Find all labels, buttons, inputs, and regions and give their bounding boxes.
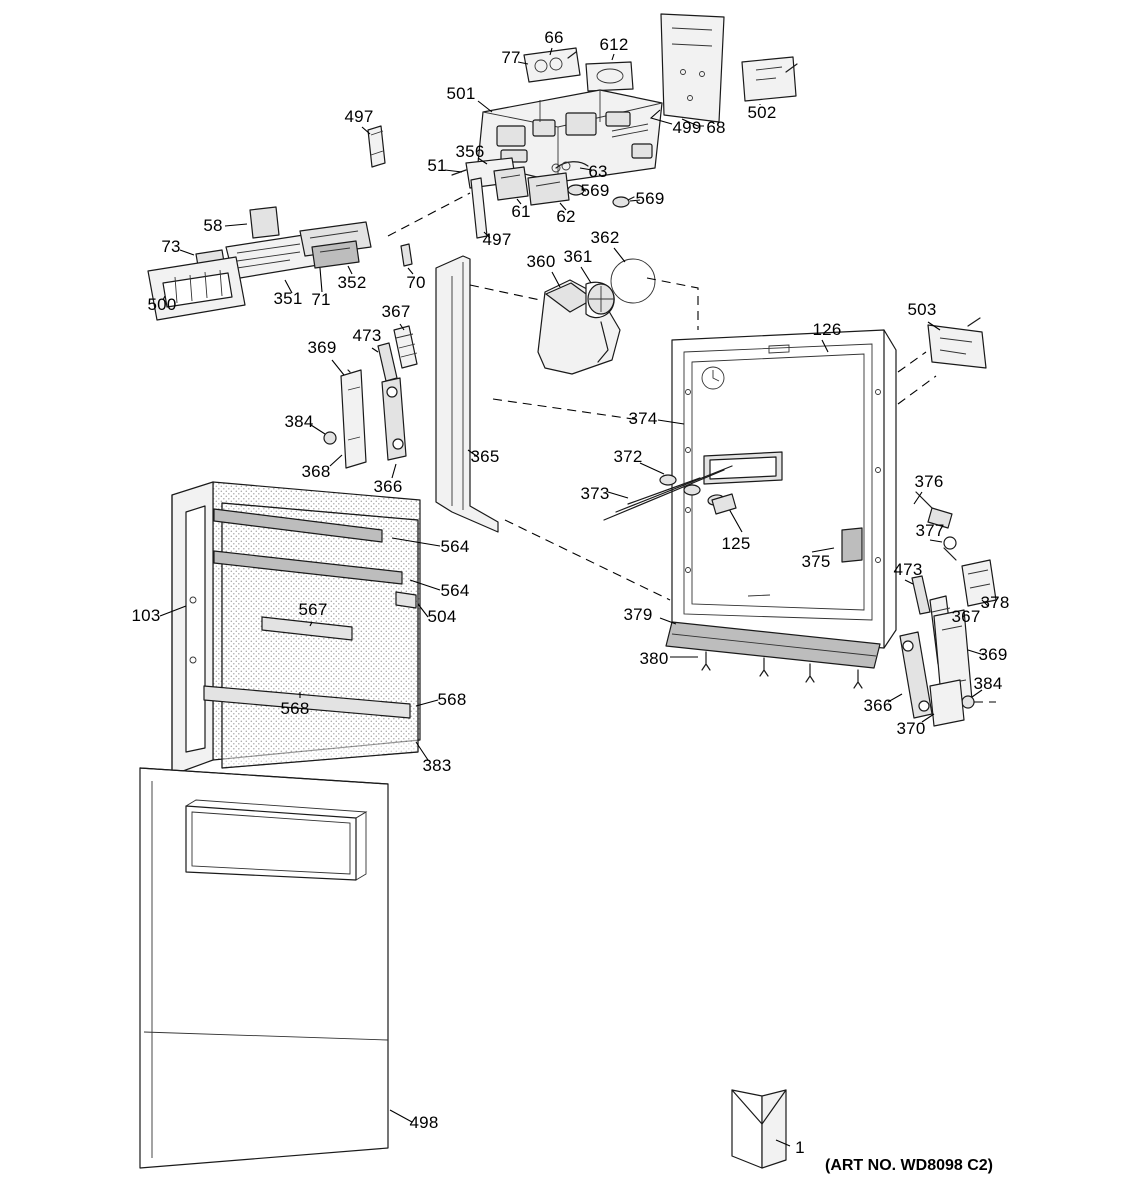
callout-61: 61 [511, 202, 531, 221]
callout-378: 378 [980, 593, 1010, 612]
leader-dash-2 [470, 285, 540, 300]
callout-379: 379 [623, 605, 653, 624]
callout-125: 125 [721, 534, 751, 553]
callout-502: 502 [747, 103, 777, 122]
part-366-link-right [888, 632, 932, 718]
callout-567: 567 [298, 600, 328, 619]
part-365-trim [436, 256, 498, 532]
callout-366-b: 366 [863, 696, 893, 715]
callout-384-a: 384 [284, 412, 314, 431]
part-70-pin [401, 244, 413, 274]
callout-503: 503 [907, 300, 937, 319]
callout-497-a: 497 [344, 107, 374, 126]
callout-367-b: 367 [951, 607, 981, 626]
callout-351: 351 [273, 289, 303, 308]
callout-380: 380 [639, 649, 669, 668]
callout-569-b: 569 [635, 189, 665, 208]
callout-362: 362 [590, 228, 620, 247]
callout-1: 1 [795, 1138, 805, 1157]
part-1-literature [732, 1090, 790, 1168]
callout-497-b: 497 [482, 230, 512, 249]
part-66-77-switch [518, 48, 580, 82]
callout-360: 360 [526, 252, 556, 271]
callout-352: 352 [337, 273, 367, 292]
callout-375: 375 [801, 552, 831, 571]
callout-612: 612 [599, 35, 629, 54]
part-61-switch [494, 167, 528, 204]
callout-365: 365 [470, 447, 500, 466]
callout-70: 70 [406, 273, 426, 292]
callout-356: 356 [455, 142, 485, 161]
callout-383: 383 [422, 756, 452, 775]
art-number-label: (ART NO. WD8098 C2) [824, 1157, 994, 1174]
callout-361: 361 [563, 247, 593, 266]
callout-473-a: 473 [352, 326, 382, 345]
callout-66: 66 [544, 28, 564, 47]
callout-68: 68 [706, 118, 726, 137]
callout-58: 58 [203, 216, 223, 235]
callout-501: 501 [446, 84, 476, 103]
part-503-bracket [898, 318, 986, 404]
callout-368: 368 [301, 462, 331, 481]
callout-73: 73 [161, 237, 181, 256]
part-502-bracket [742, 57, 797, 105]
callout-568-a: 568 [280, 699, 310, 718]
callout-473-b: 473 [893, 560, 923, 579]
part-384-clip-left [311, 425, 336, 444]
callout-63: 63 [588, 162, 608, 181]
part-612-module [586, 54, 633, 91]
part-368-bracket [330, 370, 366, 468]
callout-126: 126 [812, 320, 842, 339]
part-473-pin-right [905, 576, 930, 614]
callout-103: 103 [131, 606, 161, 625]
callout-498: 498 [409, 1113, 439, 1132]
part-497-rod [471, 178, 490, 238]
callout-369-a: 369 [307, 338, 337, 357]
callout-71: 71 [311, 290, 331, 309]
callout-370: 370 [896, 719, 926, 738]
callout-373: 373 [580, 484, 610, 503]
callout-500: 500 [147, 295, 177, 314]
leader-dash-4 [493, 399, 640, 420]
part-369-rod [332, 360, 350, 375]
callout-376: 376 [914, 472, 944, 491]
part-497-bracket-top [362, 126, 385, 167]
part-498-outer-door [140, 768, 412, 1168]
leader-dash-5 [505, 520, 670, 600]
leader-dash-1 [388, 193, 470, 236]
part-473-pin-left [372, 343, 397, 381]
part-367-spring-left [394, 324, 417, 368]
callout-372: 372 [613, 447, 643, 466]
callout-564-a: 564 [440, 537, 470, 556]
callout-77: 77 [501, 48, 521, 67]
part-58-cap [225, 207, 279, 238]
callout-568-b: 568 [437, 690, 467, 709]
callout-374: 374 [628, 409, 658, 428]
part-360-vent-assembly [538, 248, 655, 374]
part-62-switch [528, 173, 569, 210]
callout-366-a: 366 [373, 477, 403, 496]
callout-499: 499 [672, 118, 702, 137]
part-366-link-left [382, 378, 406, 478]
callout-504: 504 [427, 607, 457, 626]
callout-62: 62 [556, 207, 576, 226]
callout-564-b: 564 [440, 581, 470, 600]
callout-369-b: 369 [978, 645, 1008, 664]
callout-51: 51 [427, 156, 447, 175]
part-352-latch [312, 241, 359, 274]
callout-384-b: 384 [973, 674, 1003, 693]
part-68-499-panel [651, 14, 724, 126]
callout-377: 377 [915, 521, 945, 540]
callout-367-a: 367 [381, 302, 411, 321]
callout-569-a: 569 [580, 181, 610, 200]
